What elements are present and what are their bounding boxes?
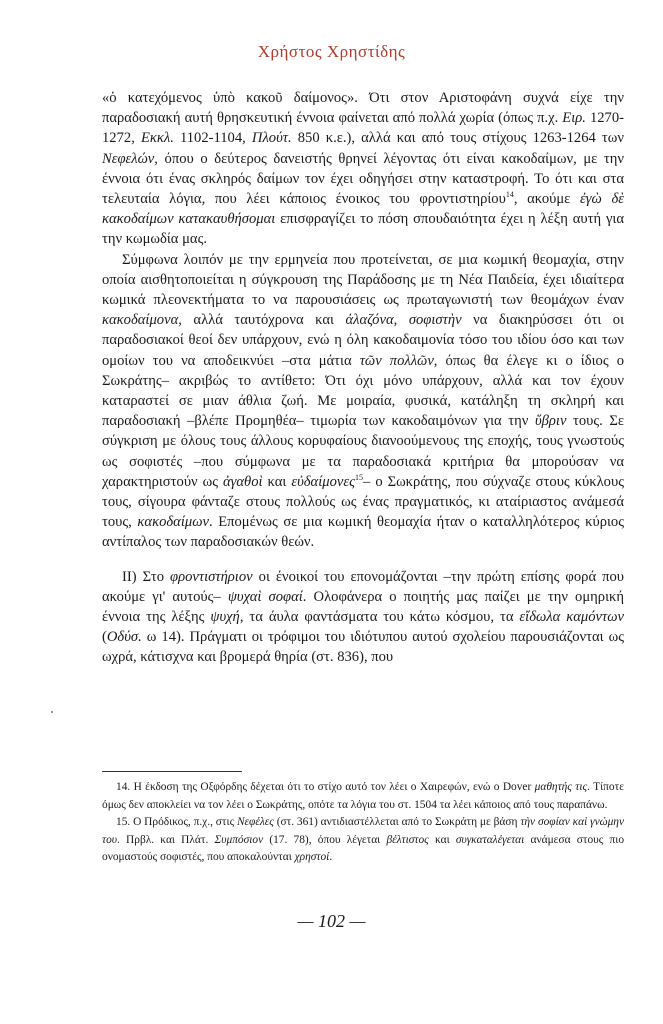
running-title: Χρήστος Χρηστίδης <box>257 42 406 61</box>
margin-mark <box>51 711 53 713</box>
footnote-14: 14. Η έκδοση της Οξφόρδης δέχεται ότι το στίχο αυτό τον λέει ο Χαιρεφών, ενώ ο Dover μαθητής τις. Τίποτε όμως δεν αποκλείει να τον λέει ο Σωκράτης, οπότε τα λόγια του στ. 1504 τα λέει κάποιος από τους παραπάνω. <box>102 781 624 811</box>
paragraph-continuation: «ὁ κατεχόμενος ὑπὸ κακοῦ δαίμονος». Ότι στον Αριστοφάνη συχνά είχε την παραδοσιακή αυτή θρησκευτική έννοια φαίνεται από πολλά χωρία (όπως π.χ. Ειρ. 1270-1272, Εκκλ. 1102-1104, Πλούτ. 850 κ.ε.), αλλά και από τους στίχους 1263-1264 των Νεφελών, όπου ο δεύτερος δανειστής θρηνεί λέγοντας ότι είναι κακοδαίμων, με την έννοια ότι ένας σκληρός δαίμων τον έχει οδηγήσει στην καταστροφή. Το ότι και στα τελευταία λόγια, που λέει κάποιος ένοικος του φροντιστηρίου$^{14}$, ακούμε ἐγὼ δὲ κακοδαίμων κατακαυθήσομαι επισφραγίζει το πόση σπουδαιότητα έχει η λέξη αυτή για την κωμωδία μας. <box>102 90 625 248</box>
paragraph-section-ii: ΙΙ) Στο φροντιστήριον οι ένοικοί του επονομάζονται –την πρώτη επίσης φορά που ακούμε γι' αυτούς– ψυχαὶ σοφαί. Ολοφάνερα ο ποιητής μας παίζει με την ομηρική έννοια της λέξης ψυχή, τα άυλα φαντάσματα του κάτω κόσμου, τα εἴδωλα καμόντων (Οδύσ. ω 14). Πράγματι οι τρόφιμοι του ιδιότυπου αυτού σχολείου παρουσιάζονται ως ωχρά, κάτισχνα και βρομερά θηρία (στ. 836), που <box>102 568 624 666</box>
page-number: — 102 — <box>297 911 366 931</box>
footnote-15: 15. Ο Πρόδικος, π.χ., στις Νεφέλες (στ. 361) αντιδιαστέλλεται από το Σωκράτη με βάση τὴν σοφίαν καὶ γνώμην του. Πρβλ. και Πλάτ. Συμπόσιον (17. 78), όπου λέγεται βέλτιστος και συγκαταλέγεται ανάμεσα στους πιο ονομαστούς σοφιστές, που αποκαλούνται χρηστοί. <box>102 816 625 864</box>
paragraph-theomachy: Σύμφωνα λοιπόν με την ερμηνεία που προτείνεται, σε μια κωμική θεομαχία, στην οποία αισθητοποιείται η σύγκρουση της Παράδοσης με τη Νέα Παιδεία, έχει ιδιαίτερα κωμικά πλεονεκτήματα το να παρουσιάσεις ως πρωταγωνιστή των θεομάχων έναν κακοδαίμονα, αλλά ταυτόχρονα και ἀλαζόνα, σοφιστὴν να διακηρύσσει ότι οι παραδοσιακοί θεοί δεν υπάρχουν, ενώ η όλη κακοδαιμονία τόσο του ιδίου όσο και των ομοίων του να αποδεικνύει –στα μάτια τῶν πολλῶν, όπως θα έλεγε κι ο ίδιος ο Σωκράτης– ακριβώς το αντίθετο: Ότι όχι μόνο υπάρχουν, αλλά και τον έχουν καταραστεί σε μιαν άθλια ζωή. Με μοιραία, φυσικά, κατάληξη τη σκληρή και παραδοσιακή –βλέπε Προμηθέα– τιμωρία των κακοδαιμόνων για την ὕβριν τους. Σε σύγκριση με όλους τους άλλους κορυφαίους διανοούμενους της εποχής, τους γνωστούς ως σοφιστές –που σύμφωνα με τα παραδοσιακά κριτήρια θα μπορούσαν να χαρακτηριστούν ως ἀγαθοὶ και εὐδαίμονες$^{15}$– ο Σωκράτης, που σύχναζε στους κύκλους τους, σίγουρα φάνταζε στους πολλούς ως ένας πραγματικός, κι αταίριαστος ανάμεσά τους, κακοδαίμων. Επομένως σε μια κωμική θεομαχία ήταν ο καταλληλότερος κύριος αντίπαλος των παραδοσιακών θεών. <box>102 251 625 551</box>
footnotes <box>102 779 624 867</box>
footnote-separator <box>102 771 242 772</box>
main-text <box>102 88 624 668</box>
